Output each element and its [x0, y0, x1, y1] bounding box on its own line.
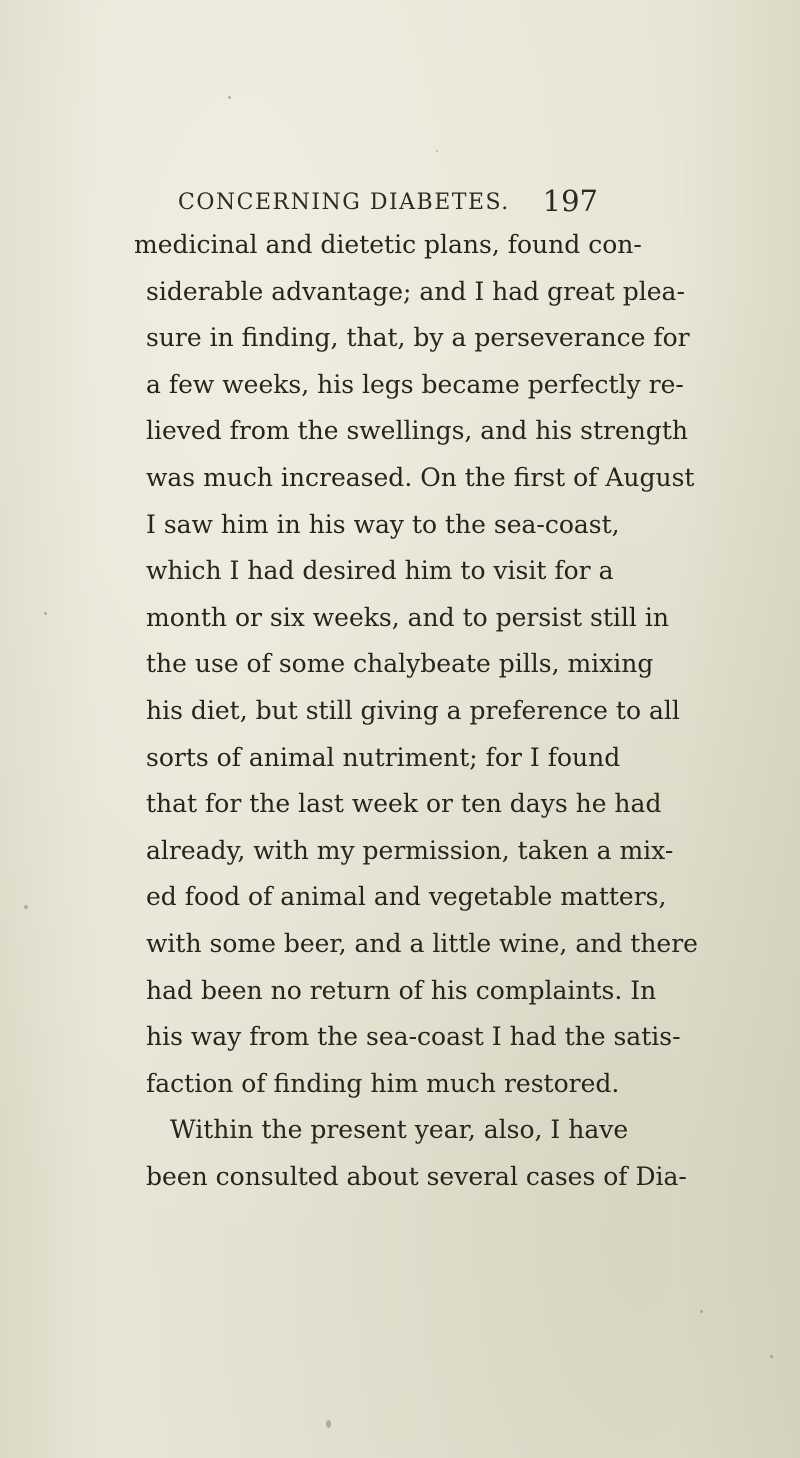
text-line: ed food of animal and vegetable matters,: [146, 882, 667, 912]
text-line: siderable advantage; and I had great plea-: [146, 276, 685, 306]
text-line: had been no return of his complaints. In: [146, 975, 657, 1005]
text-line: with some beer, and a little wine, and there: [146, 928, 698, 958]
text-line: his way from the sea-coast I had the satis-: [146, 1022, 681, 1052]
text-line: already, with my permission, taken a mix-: [146, 835, 674, 865]
page-header: [178, 184, 598, 224]
text-line: faction of finding him much restored.: [146, 1068, 620, 1098]
text-line: which I had desired him to visit for a: [146, 556, 614, 586]
text-line: sorts of animal nutriment; for I found: [146, 742, 621, 772]
text-line: sure in finding, that, by a perseverance for: [146, 323, 690, 353]
text-line: medicinal and dietetic plans, found con-: [134, 230, 642, 259]
paper-speck: [770, 1355, 773, 1358]
text-line: been consulted about several cases of Dia-: [146, 1161, 687, 1191]
body-text: [112, 222, 792, 1200]
paper-speck: [24, 905, 28, 909]
text-line: that for the last week or ten days he had: [146, 789, 662, 819]
paper-speck: [436, 150, 438, 152]
text-line: I saw him in his way to the sea-coast,: [146, 509, 620, 539]
paper-speck: [326, 1420, 331, 1428]
text-line: the use of some chalybeate pills, mixing: [146, 649, 654, 679]
paper-speck: [228, 96, 231, 99]
text-line: lieved from the swellings, and his strength: [146, 416, 688, 446]
page-number: 197: [542, 184, 598, 218]
running-title: CONCERNING DIABETES.: [178, 190, 510, 215]
text-line: month or six weeks, and to persist still in: [146, 602, 669, 632]
paper-speck: [700, 1310, 703, 1313]
text-line: a few weeks, his legs became perfectly re-: [146, 369, 684, 399]
text-line: his diet, but still giving a preference to all: [146, 695, 680, 725]
text-line: was much increased. On the first of August: [146, 462, 695, 492]
paper-speck: [44, 612, 47, 615]
text-line: Within the present year, also, I have: [170, 1115, 629, 1145]
